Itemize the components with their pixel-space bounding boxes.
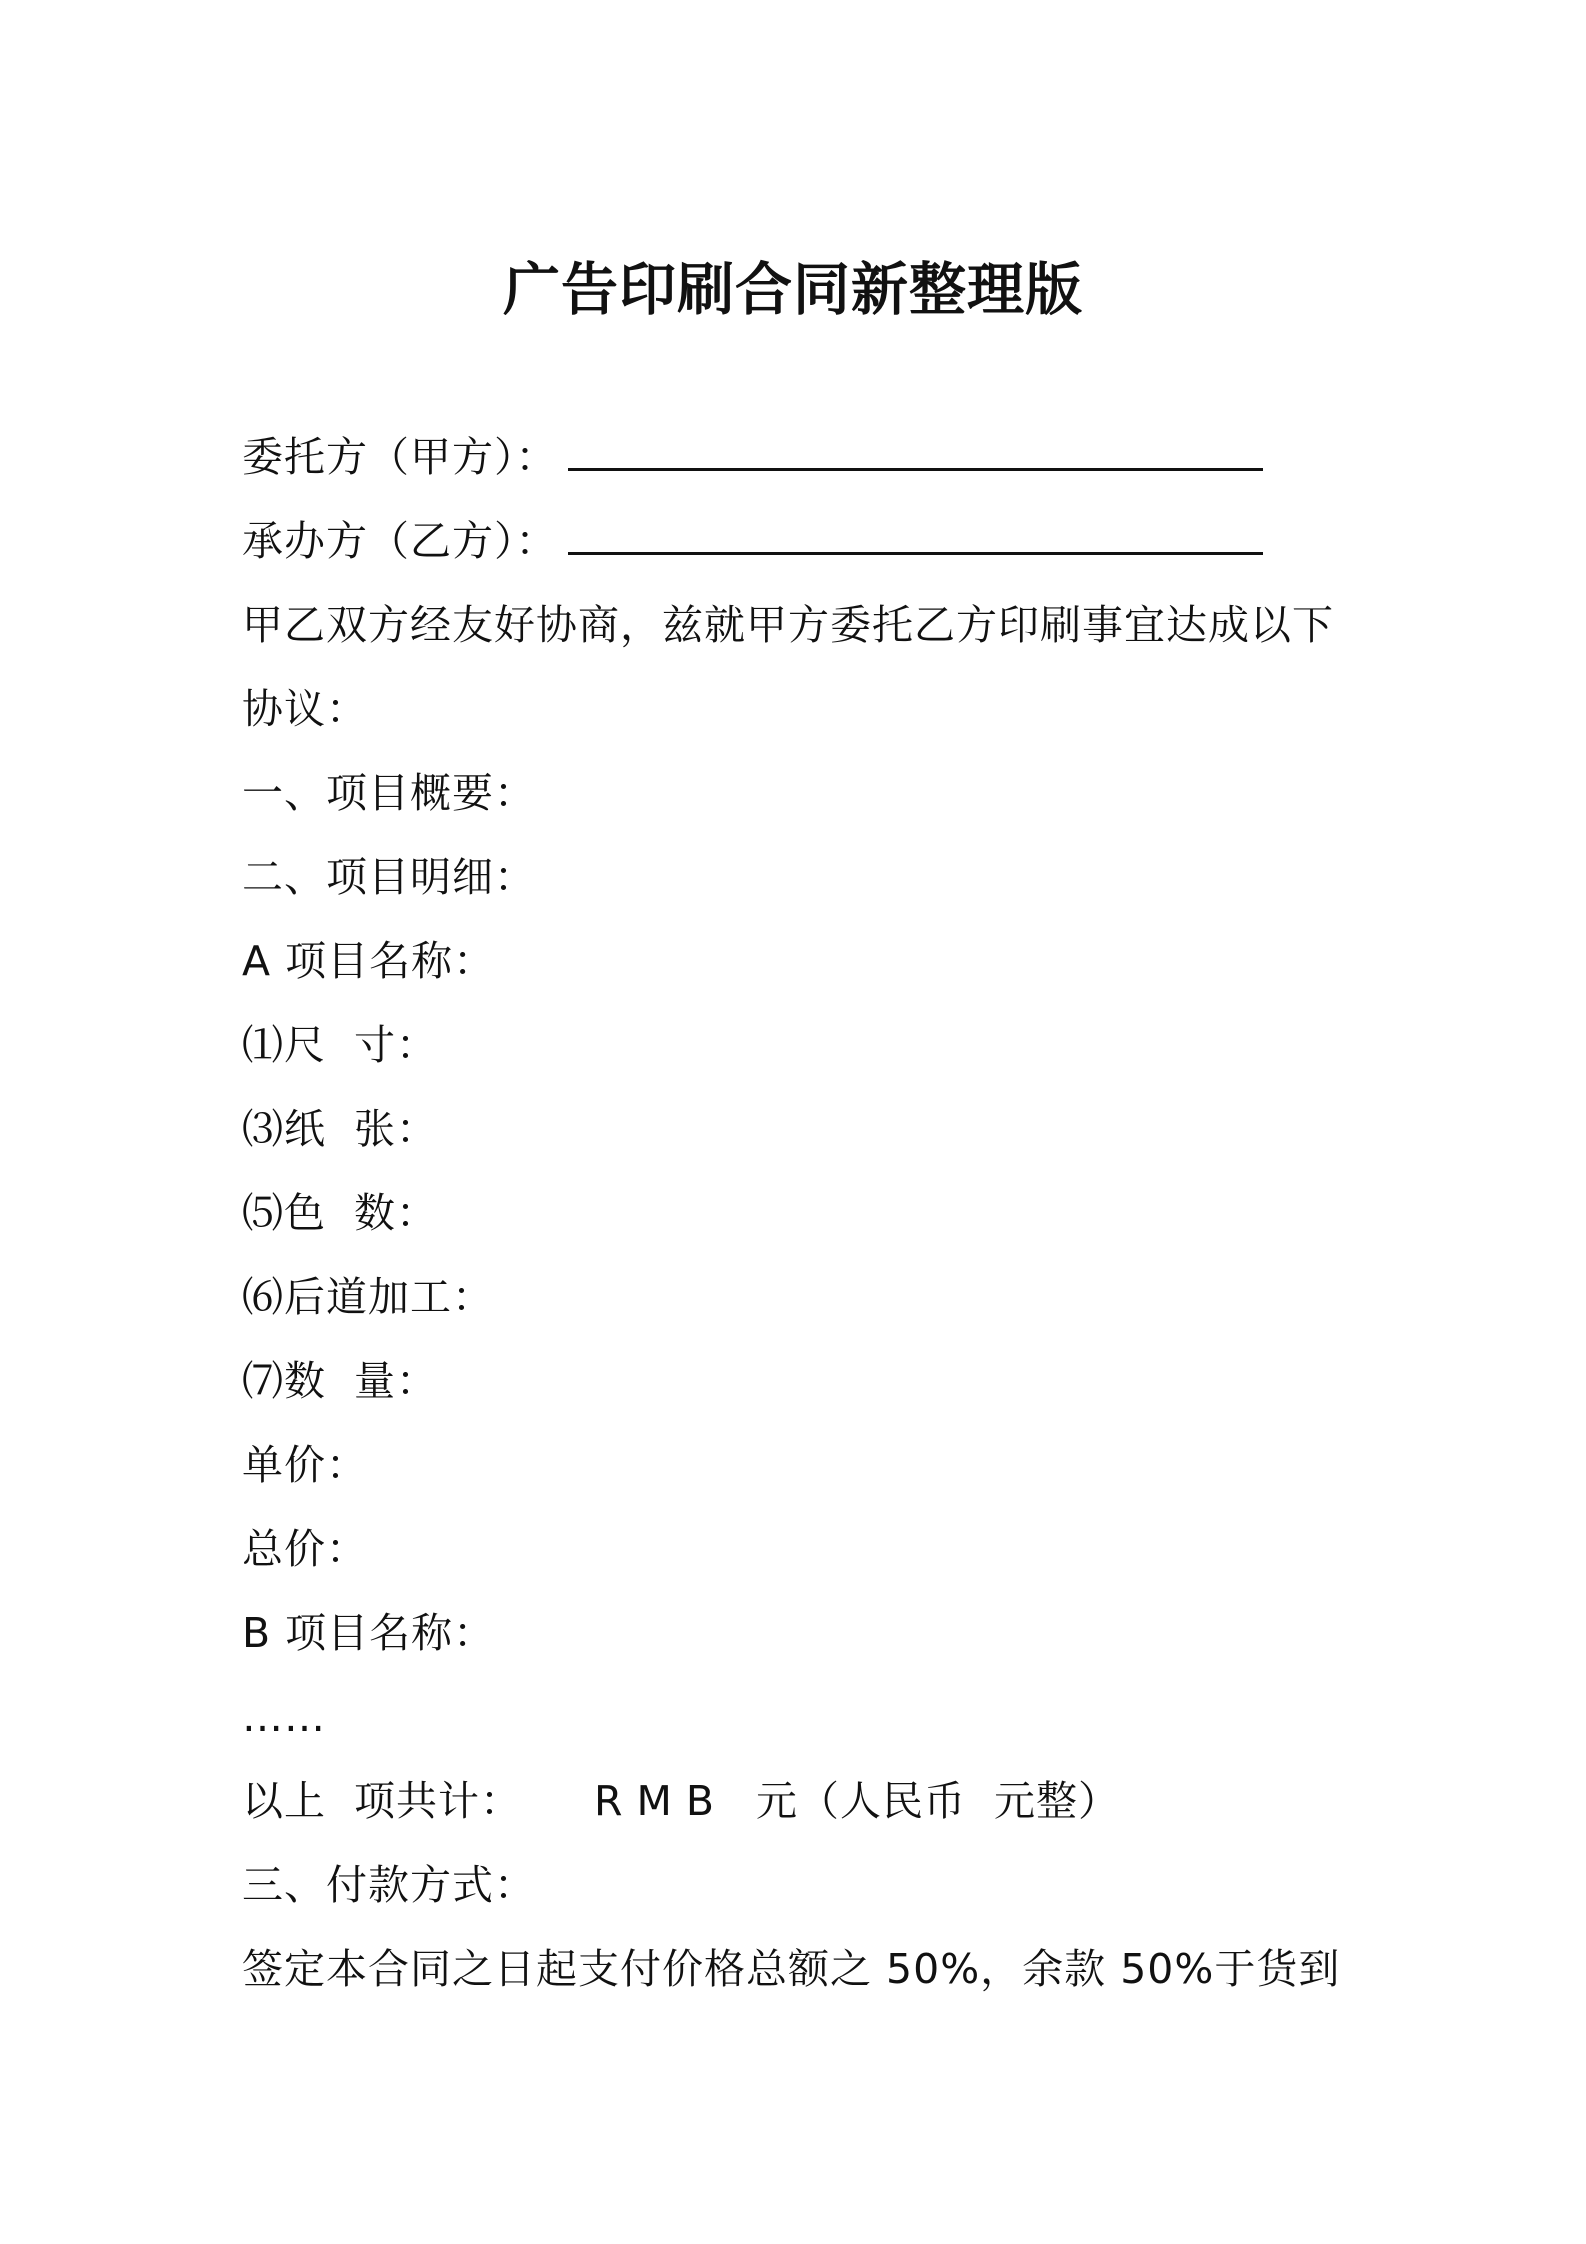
sum-suffix: 元整） xyxy=(994,1777,1120,1825)
sum-prefix: 以上 xyxy=(242,1777,326,1825)
payment-terms: 签定本合同之日起支付价格总额之 50%，余款 50%于货到 xyxy=(242,1945,1341,1993)
color-label-b: 数： xyxy=(354,1189,438,1237)
paper-number: ⑶ xyxy=(242,1105,284,1153)
finishing-label: 后道加工： xyxy=(284,1273,494,1321)
party-b-line xyxy=(242,499,1362,583)
size-number: ⑴ xyxy=(242,1021,284,1069)
unit-price: 单价： xyxy=(242,1441,368,1489)
paper-label-b: 张： xyxy=(354,1105,438,1153)
paper-label-a: 纸 xyxy=(284,1105,326,1153)
item-quantity xyxy=(242,1339,1362,1423)
document-title: 广告印刷合同新整理版 xyxy=(503,257,1083,323)
item-finishing xyxy=(242,1255,1362,1339)
quantity-label-a: 数 xyxy=(284,1357,326,1405)
party-b-blank[interactable] xyxy=(568,522,1263,555)
item-b-name: B 项目名称： xyxy=(242,1609,496,1657)
section-1-heading: 一、项目概要： xyxy=(242,769,536,817)
section-2-heading: 二、项目明细： xyxy=(242,853,536,901)
item-paper xyxy=(242,1087,1362,1171)
total-price: 总价： xyxy=(242,1525,368,1573)
section-3-heading: 三、付款方式： xyxy=(242,1861,536,1909)
party-b-label: 承办方（乙方）： xyxy=(242,517,558,565)
item-size xyxy=(242,1003,1362,1087)
quantity-number: ⑺ xyxy=(242,1357,284,1405)
ellipsis-line: …… xyxy=(242,1693,326,1741)
intro-line-1: 甲乙双方经友好协商，兹就甲方委托乙方印刷事宜达成以下 xyxy=(242,601,1334,649)
party-a-line xyxy=(242,415,1362,499)
size-label-b: 寸： xyxy=(354,1021,438,1069)
color-label-a: 色 xyxy=(284,1189,326,1237)
sum-line xyxy=(242,1759,1362,1843)
item-colors xyxy=(242,1171,1362,1255)
sum-items: 项共计： xyxy=(354,1777,522,1825)
party-a-label: 委托方（甲方）： xyxy=(242,433,558,481)
size-label-a: 尺 xyxy=(284,1021,326,1069)
color-number: ⑸ xyxy=(242,1189,284,1237)
item-a-name: A 项目名称： xyxy=(242,937,496,985)
sum-currency: RMB xyxy=(594,1777,728,1825)
quantity-label-b: 量： xyxy=(354,1357,438,1405)
finishing-number: ⑹ xyxy=(242,1273,284,1321)
intro-line-2: 协议： xyxy=(242,685,368,733)
sum-rmb-words: 元（人民币 xyxy=(756,1777,966,1825)
contract-body xyxy=(242,415,1362,2011)
party-a-blank[interactable] xyxy=(568,438,1263,471)
